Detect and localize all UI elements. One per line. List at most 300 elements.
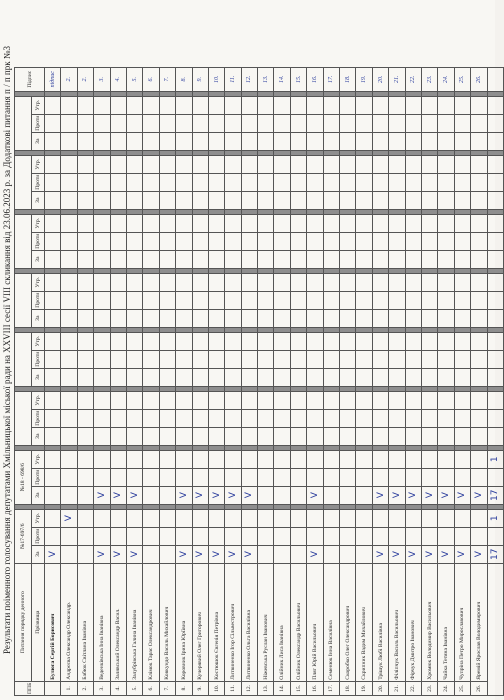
deputy-number: 24. [438, 681, 454, 695]
vote-cell [471, 368, 487, 386]
group-separator [405, 386, 421, 391]
vote-cell [471, 309, 487, 327]
group-separator [421, 504, 437, 509]
signature-cell: 5. [126, 67, 142, 91]
vote-cell [454, 155, 470, 173]
vote-cell [208, 332, 224, 350]
vote-cell [225, 332, 241, 350]
vote-cell [241, 132, 257, 150]
vote-cell [290, 114, 306, 132]
vote-cell [438, 232, 454, 250]
vote-cell [208, 273, 224, 291]
vote-cell [307, 173, 323, 191]
vote-cell [372, 409, 388, 427]
vote-cell [389, 509, 405, 527]
group-separator [471, 445, 487, 450]
deputy-name: Чупріна Петро Мирославович [454, 563, 470, 681]
group-separator [258, 209, 274, 214]
vote-cell [208, 427, 224, 445]
group-separator [110, 504, 126, 509]
total-cell [487, 114, 503, 132]
vote-cell [110, 273, 126, 291]
vote-cell [438, 96, 454, 114]
deputy-number: 10. [208, 681, 224, 695]
group-separator [290, 209, 306, 214]
vote-cell [323, 191, 339, 209]
total-cell [487, 368, 503, 386]
vote-cell [340, 527, 356, 545]
vote-cell [290, 173, 306, 191]
vote-check-mark: V [192, 545, 208, 563]
vote-cell [192, 427, 208, 445]
vote-subcol-header: Проти [32, 232, 45, 250]
vote-cell [372, 96, 388, 114]
vote-cell [143, 291, 159, 309]
deputy-row [307, 67, 323, 695]
vote-check-mark: V [372, 545, 388, 563]
total-cell: 17 [487, 486, 503, 504]
vote-cell [323, 350, 339, 368]
vote-cell [307, 368, 323, 386]
signature-cell: підпис [45, 67, 61, 91]
document-title: Результати поіменного голосування депутатами Хмільницької міської ради на XXVIII сесії VIII скликання від 23.06.2023 р. за Додаткові питання п / п прк №3 [2, 46, 12, 654]
vote-cell [143, 173, 159, 191]
total-cell [487, 173, 503, 191]
vote-cell [274, 291, 290, 309]
vote-cell [421, 309, 437, 327]
deputy-name: Філіпчук Василь Васильович [389, 563, 405, 681]
group-separator [471, 386, 487, 391]
vote-cell [77, 291, 93, 309]
group-separator [274, 209, 290, 214]
group-separator [389, 445, 405, 450]
vote-cell [126, 409, 142, 427]
totals-blank [487, 563, 503, 695]
vote-cell [225, 468, 241, 486]
vote-cell [176, 527, 192, 545]
group-separator [340, 445, 356, 450]
group-separator [340, 91, 356, 96]
signature-cell: 26. [471, 67, 487, 91]
vote-cell [241, 368, 257, 386]
vote-cell [126, 132, 142, 150]
total-cell [487, 191, 503, 209]
vote-cell [159, 527, 175, 545]
vote-cell [421, 291, 437, 309]
vote-cell [356, 155, 372, 173]
group-separator [208, 91, 224, 96]
group-separator [192, 91, 208, 96]
vote-cell [274, 191, 290, 209]
vote-cell [356, 545, 372, 563]
group-separator [438, 327, 454, 332]
vote-cell [454, 309, 470, 327]
vote-cell [356, 368, 372, 386]
group-separator [454, 445, 470, 450]
signature-cell: 12. [241, 67, 257, 91]
vote-cell [421, 409, 437, 427]
deputy-row [323, 67, 339, 695]
signature-cell: 7. [159, 67, 175, 91]
group-separator [159, 268, 175, 273]
group-separator [176, 268, 192, 273]
vote-cell [290, 332, 306, 350]
vote-cell [77, 450, 93, 468]
header-row-subcols [32, 67, 45, 695]
group-separator [159, 445, 175, 450]
vote-cell [94, 191, 110, 209]
vote-cell [405, 191, 421, 209]
group-separator [405, 268, 421, 273]
group-separator [307, 91, 323, 96]
group-separator [45, 209, 61, 214]
group-separator [307, 268, 323, 273]
group-separator [274, 150, 290, 155]
group-separator [274, 327, 290, 332]
group-separator [176, 209, 192, 214]
vote-cell [421, 132, 437, 150]
signature-cell: 24. [438, 67, 454, 91]
vote-cell [323, 332, 339, 350]
deputy-number: 1. [61, 681, 77, 695]
vote-cell [176, 232, 192, 250]
vote-cell [340, 368, 356, 386]
group-separator [192, 445, 208, 450]
total-cell [487, 132, 503, 150]
deputy-number: 16. [307, 681, 323, 695]
vote-cell [61, 96, 77, 114]
vote-cell [274, 173, 290, 191]
vote-cell [94, 450, 110, 468]
vote-subcol-header: За [32, 132, 45, 150]
group-separator [159, 91, 175, 96]
group-separator [487, 386, 503, 391]
vote-cell [372, 191, 388, 209]
deputy-number: 18. [340, 681, 356, 695]
group-separator [372, 445, 388, 450]
group-separator [307, 386, 323, 391]
vote-cell [192, 309, 208, 327]
vote-cell [389, 450, 405, 468]
vote-cell [356, 191, 372, 209]
vote-cell [421, 250, 437, 268]
vote-cell [159, 214, 175, 232]
vote-cell [454, 391, 470, 409]
signature-cell: 3. [94, 67, 110, 91]
vote-cell [77, 368, 93, 386]
vote-cell [176, 391, 192, 409]
group-separator [323, 504, 339, 509]
vote-check-mark: V [438, 545, 454, 563]
vote-cell [258, 527, 274, 545]
total-cell [487, 391, 503, 409]
vote-cell [307, 450, 323, 468]
vote-cell [307, 350, 323, 368]
group-separator [45, 504, 61, 509]
vote-subcol-header: Проти [32, 527, 45, 545]
vote-cell [405, 391, 421, 409]
vote-cell [45, 391, 61, 409]
vote-cell [438, 309, 454, 327]
vote-cell [454, 332, 470, 350]
vote-cell [208, 509, 224, 527]
vote-cell [258, 468, 274, 486]
group-separator [372, 91, 388, 96]
total-cell [487, 409, 503, 427]
vote-cell [192, 450, 208, 468]
vote-cell [389, 155, 405, 173]
vote-cell [372, 132, 388, 150]
vote-cell [274, 96, 290, 114]
group-separator [159, 504, 175, 509]
group-separator [389, 91, 405, 96]
group-separator [323, 386, 339, 391]
vote-subcol-header: Проти [32, 350, 45, 368]
vote-cell [389, 214, 405, 232]
signature-cell: 19. [356, 67, 372, 91]
deputy-number: 2. [77, 681, 93, 695]
vote-cell [471, 250, 487, 268]
vote-cell [192, 132, 208, 150]
group-separator [372, 209, 388, 214]
deputy-row [290, 67, 306, 695]
group-separator [208, 209, 224, 214]
group-separator [323, 327, 339, 332]
group-separator [126, 268, 142, 273]
vote-cell [192, 173, 208, 191]
vote-cell [372, 250, 388, 268]
deputy-name: Булюга Сергій Борисович [45, 563, 61, 681]
vote-cell [454, 291, 470, 309]
group-separator [110, 150, 126, 155]
vote-cell [307, 409, 323, 427]
vote-cell [340, 132, 356, 150]
vote-cell [307, 96, 323, 114]
vote-cell [77, 332, 93, 350]
vote-cell [421, 391, 437, 409]
group-separator [307, 150, 323, 155]
group-separator [421, 91, 437, 96]
deputy-name: Фірчук Дмитро Іванович [405, 563, 421, 681]
vote-cell [438, 368, 454, 386]
total-cell [487, 155, 503, 173]
vote-check-mark: V [241, 486, 257, 504]
vote-cell [192, 214, 208, 232]
group-separator [258, 150, 274, 155]
vote-cell [454, 214, 470, 232]
vote-cell [110, 155, 126, 173]
vote-cell [208, 173, 224, 191]
vote-cell [241, 96, 257, 114]
vote-cell [290, 427, 306, 445]
vote-cell [77, 427, 93, 445]
group-separator [94, 209, 110, 214]
vote-cell [192, 350, 208, 368]
vote-cell [225, 368, 241, 386]
vote-cell [421, 191, 437, 209]
vote-cell [61, 232, 77, 250]
vote-cell [225, 291, 241, 309]
group-separator [258, 327, 274, 332]
group-separator [126, 445, 142, 450]
deputy-name: Залявський Олександр Васил. [110, 563, 126, 681]
vote-cell [471, 96, 487, 114]
vote-cell [356, 309, 372, 327]
vote-cell [274, 332, 290, 350]
vote-check-mark: V [225, 486, 241, 504]
vote-cell [274, 250, 290, 268]
signature-cell: 4. [110, 67, 126, 91]
deputy-row [258, 67, 274, 695]
vote-cell [290, 368, 306, 386]
vote-check-mark: V [241, 545, 257, 563]
vote-cell [421, 96, 437, 114]
vote-cell [225, 409, 241, 427]
group-separator [94, 150, 110, 155]
deputy-row [61, 67, 77, 695]
vote-cell [372, 427, 388, 445]
vote-cell [61, 273, 77, 291]
group-separator [487, 150, 503, 155]
group-separator [192, 504, 208, 509]
vote-cell [110, 132, 126, 150]
vote-cell [389, 332, 405, 350]
deputy-number: 5. [126, 681, 142, 695]
vote-cell [290, 132, 306, 150]
vote-cell [438, 509, 454, 527]
group-separator [143, 209, 159, 214]
vote-cell [258, 132, 274, 150]
group-separator [323, 150, 339, 155]
vote-cell [77, 132, 93, 150]
vote-cell [208, 155, 224, 173]
vote-group-header [15, 155, 32, 209]
vote-cell [208, 96, 224, 114]
vote-cell [438, 291, 454, 309]
vote-cell [176, 132, 192, 150]
group-separator [454, 386, 470, 391]
vote-cell [143, 450, 159, 468]
vote-cell [159, 391, 175, 409]
group-separator [438, 91, 454, 96]
group-separator [208, 504, 224, 509]
vote-check-mark: V [225, 545, 241, 563]
vote-cell [208, 214, 224, 232]
vote-cell [110, 309, 126, 327]
deputy-name: Коровник Ірина Юріївна [176, 563, 192, 681]
vote-cell [192, 332, 208, 350]
vote-cell [290, 232, 306, 250]
deputy-name: Пляг Юрій Васильович [307, 563, 323, 681]
vote-cell [274, 214, 290, 232]
group-separator [471, 91, 487, 96]
vote-cell [110, 509, 126, 527]
vote-cell [110, 450, 126, 468]
vote-cell [77, 468, 93, 486]
vote-cell [94, 232, 110, 250]
deputy-row [45, 67, 61, 695]
total-cell: 1 [487, 509, 503, 527]
vote-cell [356, 114, 372, 132]
total-cell [487, 214, 503, 232]
vote-cell [45, 509, 61, 527]
vote-cell [77, 273, 93, 291]
vote-cell [77, 527, 93, 545]
vote-cell [225, 250, 241, 268]
vote-cell [241, 527, 257, 545]
group-separator [110, 268, 126, 273]
vote-cell [45, 155, 61, 173]
vote-cell [126, 291, 142, 309]
vote-cell [323, 486, 339, 504]
vote-cell [94, 332, 110, 350]
vote-check-mark: V [438, 486, 454, 504]
vote-cell [471, 468, 487, 486]
vote-cell [323, 368, 339, 386]
vote-check-mark: V [176, 545, 192, 563]
signature-cell: 22. [405, 67, 421, 91]
vote-cell [290, 468, 306, 486]
vote-cell [307, 232, 323, 250]
vote-cell [454, 468, 470, 486]
vote-cell [208, 350, 224, 368]
group-separator [454, 327, 470, 332]
vote-check-mark: V [208, 545, 224, 563]
vote-cell [159, 509, 175, 527]
deputy-name: Олійник Лиса Іванівна [274, 563, 290, 681]
group-separator [110, 91, 126, 96]
group-separator [340, 268, 356, 273]
group-separator [487, 268, 503, 273]
vote-cell [454, 450, 470, 468]
vote-cell [356, 527, 372, 545]
group-separator [94, 445, 110, 450]
vote-cell [274, 545, 290, 563]
deputy-name: Бабюк Світлана Іванівна [77, 563, 93, 681]
vote-cell [454, 96, 470, 114]
vote-cell [143, 509, 159, 527]
vote-cell [225, 191, 241, 209]
vote-cell [438, 214, 454, 232]
header-row-groups [15, 67, 32, 695]
vote-cell [45, 468, 61, 486]
vote-cell [323, 545, 339, 563]
vote-cell [192, 468, 208, 486]
vote-cell [61, 214, 77, 232]
group-separator [405, 327, 421, 332]
group-separator [61, 445, 77, 450]
group-separator [290, 386, 306, 391]
vote-cell [225, 214, 241, 232]
group-separator [438, 386, 454, 391]
group-separator [94, 327, 110, 332]
vote-cell [159, 486, 175, 504]
vote-cell [143, 332, 159, 350]
vote-cell [471, 291, 487, 309]
group-separator [438, 209, 454, 214]
vote-cell [192, 191, 208, 209]
deputy-number: 20. [372, 681, 388, 695]
signature-cell: 6. [143, 67, 159, 91]
vote-cell [438, 191, 454, 209]
vote-cell [389, 309, 405, 327]
group-separator [208, 327, 224, 332]
deputy-name: Андрєєва Олександр Олександр. [61, 563, 77, 681]
vote-cell [94, 273, 110, 291]
vote-cell [372, 527, 388, 545]
deputy-row [126, 67, 142, 695]
deputy-name: Костюшок Євгенія Петрівна [208, 563, 224, 681]
